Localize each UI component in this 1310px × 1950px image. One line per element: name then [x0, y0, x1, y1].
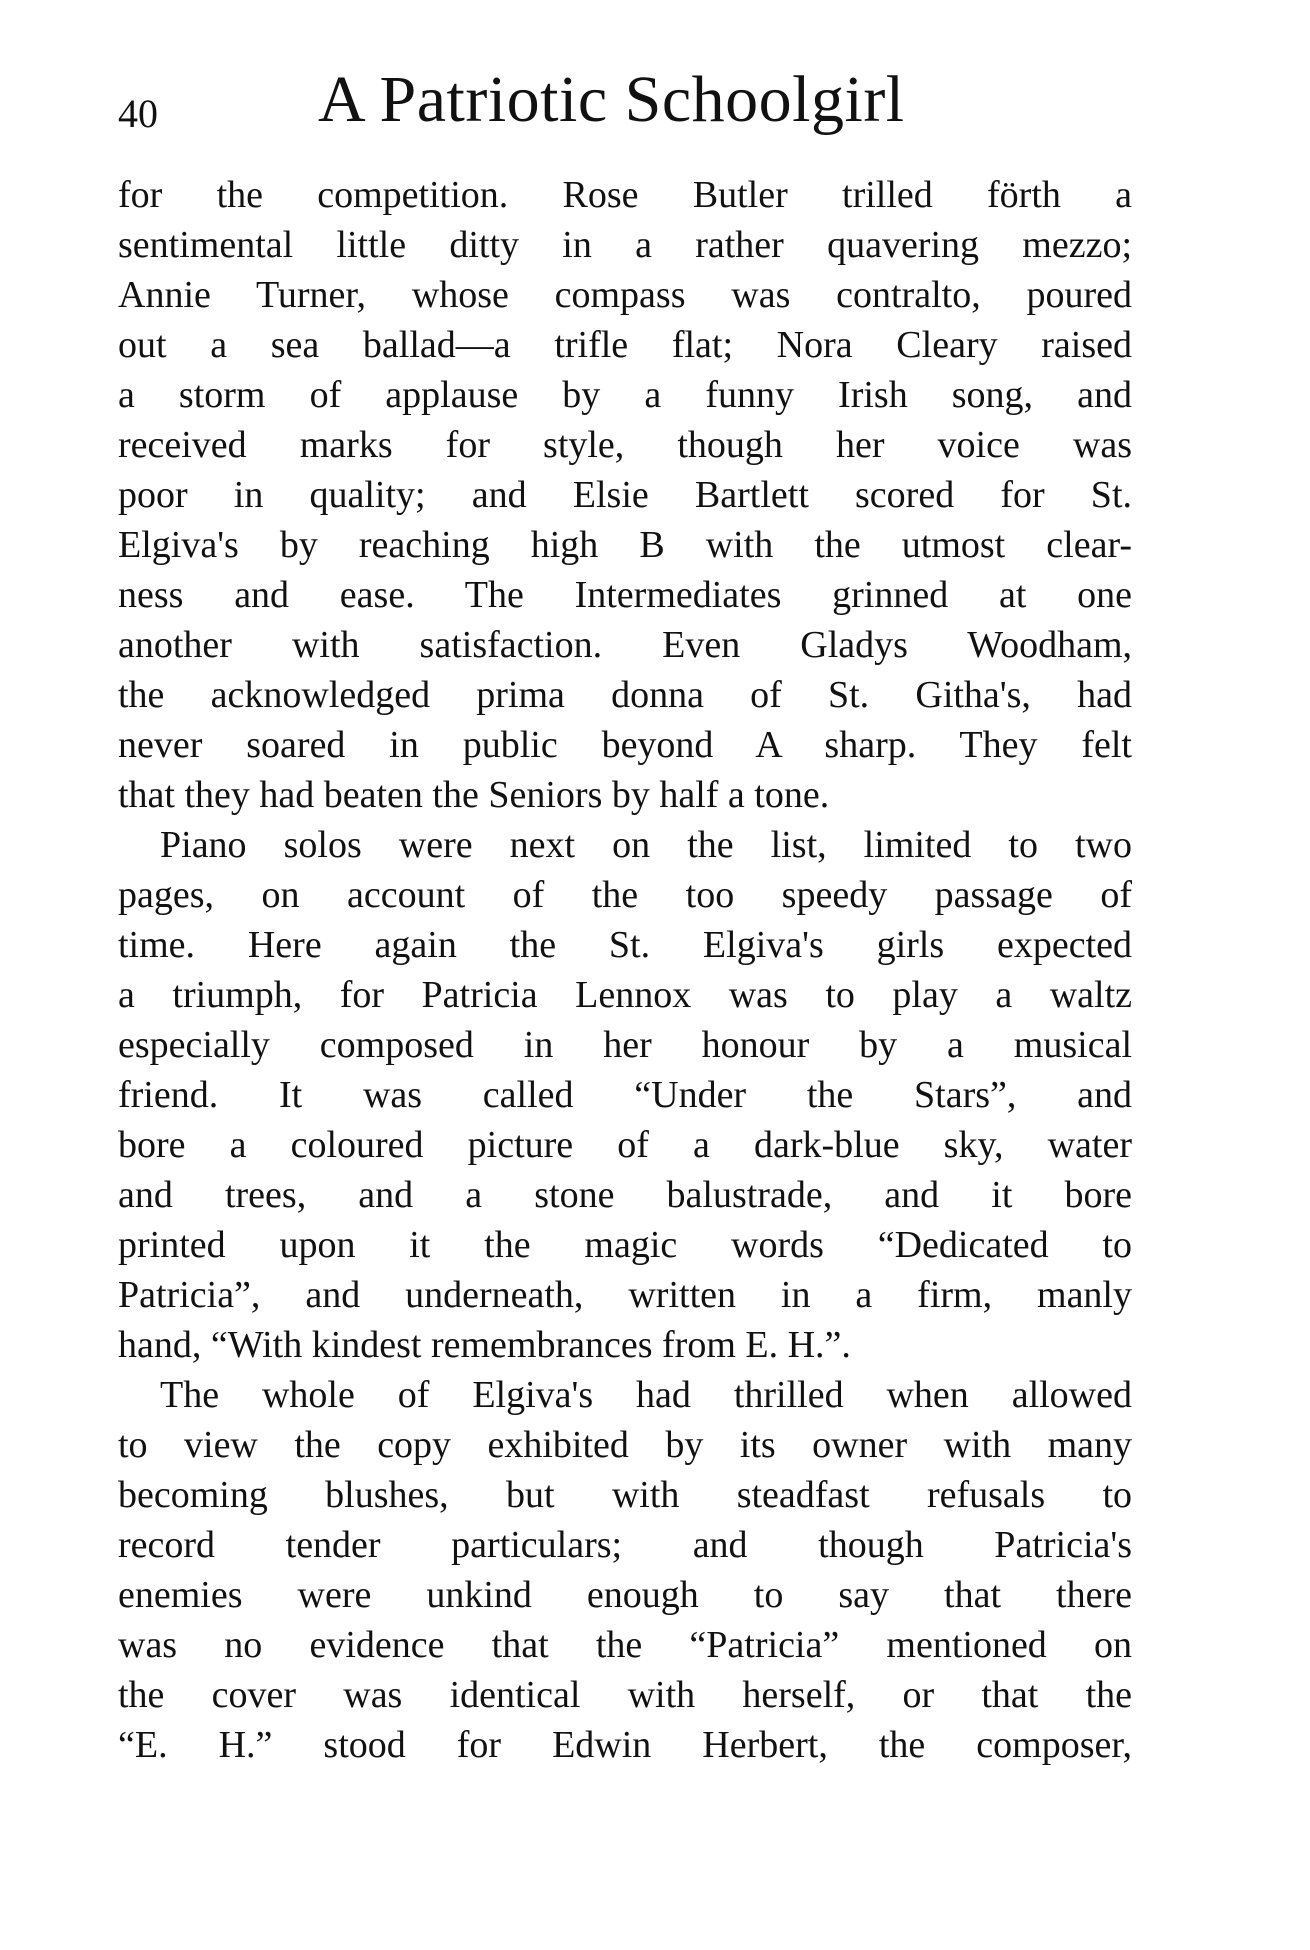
- text-line: a triumph, for Patricia Lennox was to play a waltz: [118, 974, 1132, 1016]
- paragraph: [118, 820, 1132, 1370]
- text-line: for the competition. Rose Butler trilled förth a: [118, 174, 1132, 216]
- text-line: The whole of Elgiva's had thrilled when allowed: [160, 1374, 1132, 1416]
- text-line: to view the copy exhibited by its owner with many: [118, 1424, 1132, 1466]
- text-line: poor in quality; and Elsie Bartlett scored for St.: [118, 474, 1132, 516]
- text-line: record tender particulars; and though Patricia's: [118, 1524, 1132, 1566]
- text-line: out a sea ballad—a trifle flat; Nora Cleary raised: [118, 324, 1132, 366]
- body-text: [118, 170, 1132, 1770]
- text-line: and trees, and a stone balustrade, and it bore: [118, 1174, 1132, 1216]
- page-header: [118, 60, 1138, 150]
- text-line: that they had beaten the Seniors by half a tone.: [118, 774, 830, 816]
- text-line: especially composed in her honour by a musical: [118, 1024, 1132, 1066]
- text-line: the cover was identical with herself, or that the: [118, 1674, 1132, 1716]
- text-line: another with satisfaction. Even Gladys Woodham,: [118, 624, 1132, 666]
- paragraph: [118, 170, 1132, 820]
- page-number: 40: [118, 91, 158, 136]
- text-line: bore a coloured picture of a dark-blue sky, water: [118, 1124, 1132, 1166]
- text-line: Piano solos were next on the list, limited to two: [160, 824, 1132, 866]
- text-line: hand, “With kindest remembrances from E. H.”.: [118, 1324, 851, 1366]
- text-line: never soared in public beyond A sharp. They felt: [118, 724, 1132, 766]
- text-line: friend. It was called “Under the Stars”, and: [118, 1074, 1132, 1116]
- text-line: Elgiva's by reaching high B with the utmost clear-: [118, 524, 1132, 566]
- text-line: Annie Turner, whose compass was contralto, poured: [118, 274, 1132, 316]
- text-line: enemies were unkind enough to say that there: [118, 1574, 1132, 1616]
- paragraph: [118, 1370, 1132, 1770]
- text-line: a storm of applause by a funny Irish song, and: [118, 374, 1132, 416]
- text-line: was no evidence that the “Patricia” mentioned on: [118, 1624, 1132, 1666]
- text-line: becoming blushes, but with steadfast refusals to: [118, 1474, 1132, 1516]
- text-line: sentimental little ditty in a rather quavering mezzo;: [118, 224, 1132, 266]
- text-line: received marks for style, though her voice was: [118, 424, 1132, 466]
- text-line: time. Here again the St. Elgiva's girls expected: [118, 924, 1132, 966]
- text-line: Patricia”, and underneath, written in a firm, manly: [118, 1274, 1132, 1316]
- running-title: A Patriotic Schoolgirl: [318, 63, 905, 136]
- text-line: “E. H.” stood for Edwin Herbert, the composer,: [118, 1724, 1132, 1766]
- text-line: ness and ease. The Intermediates grinned at one: [118, 574, 1132, 616]
- text-line: printed upon it the magic words “Dedicated to: [118, 1224, 1132, 1266]
- text-line: pages, on account of the too speedy passage of: [118, 874, 1132, 916]
- text-line: the acknowledged prima donna of St. Githa's, had: [118, 674, 1132, 716]
